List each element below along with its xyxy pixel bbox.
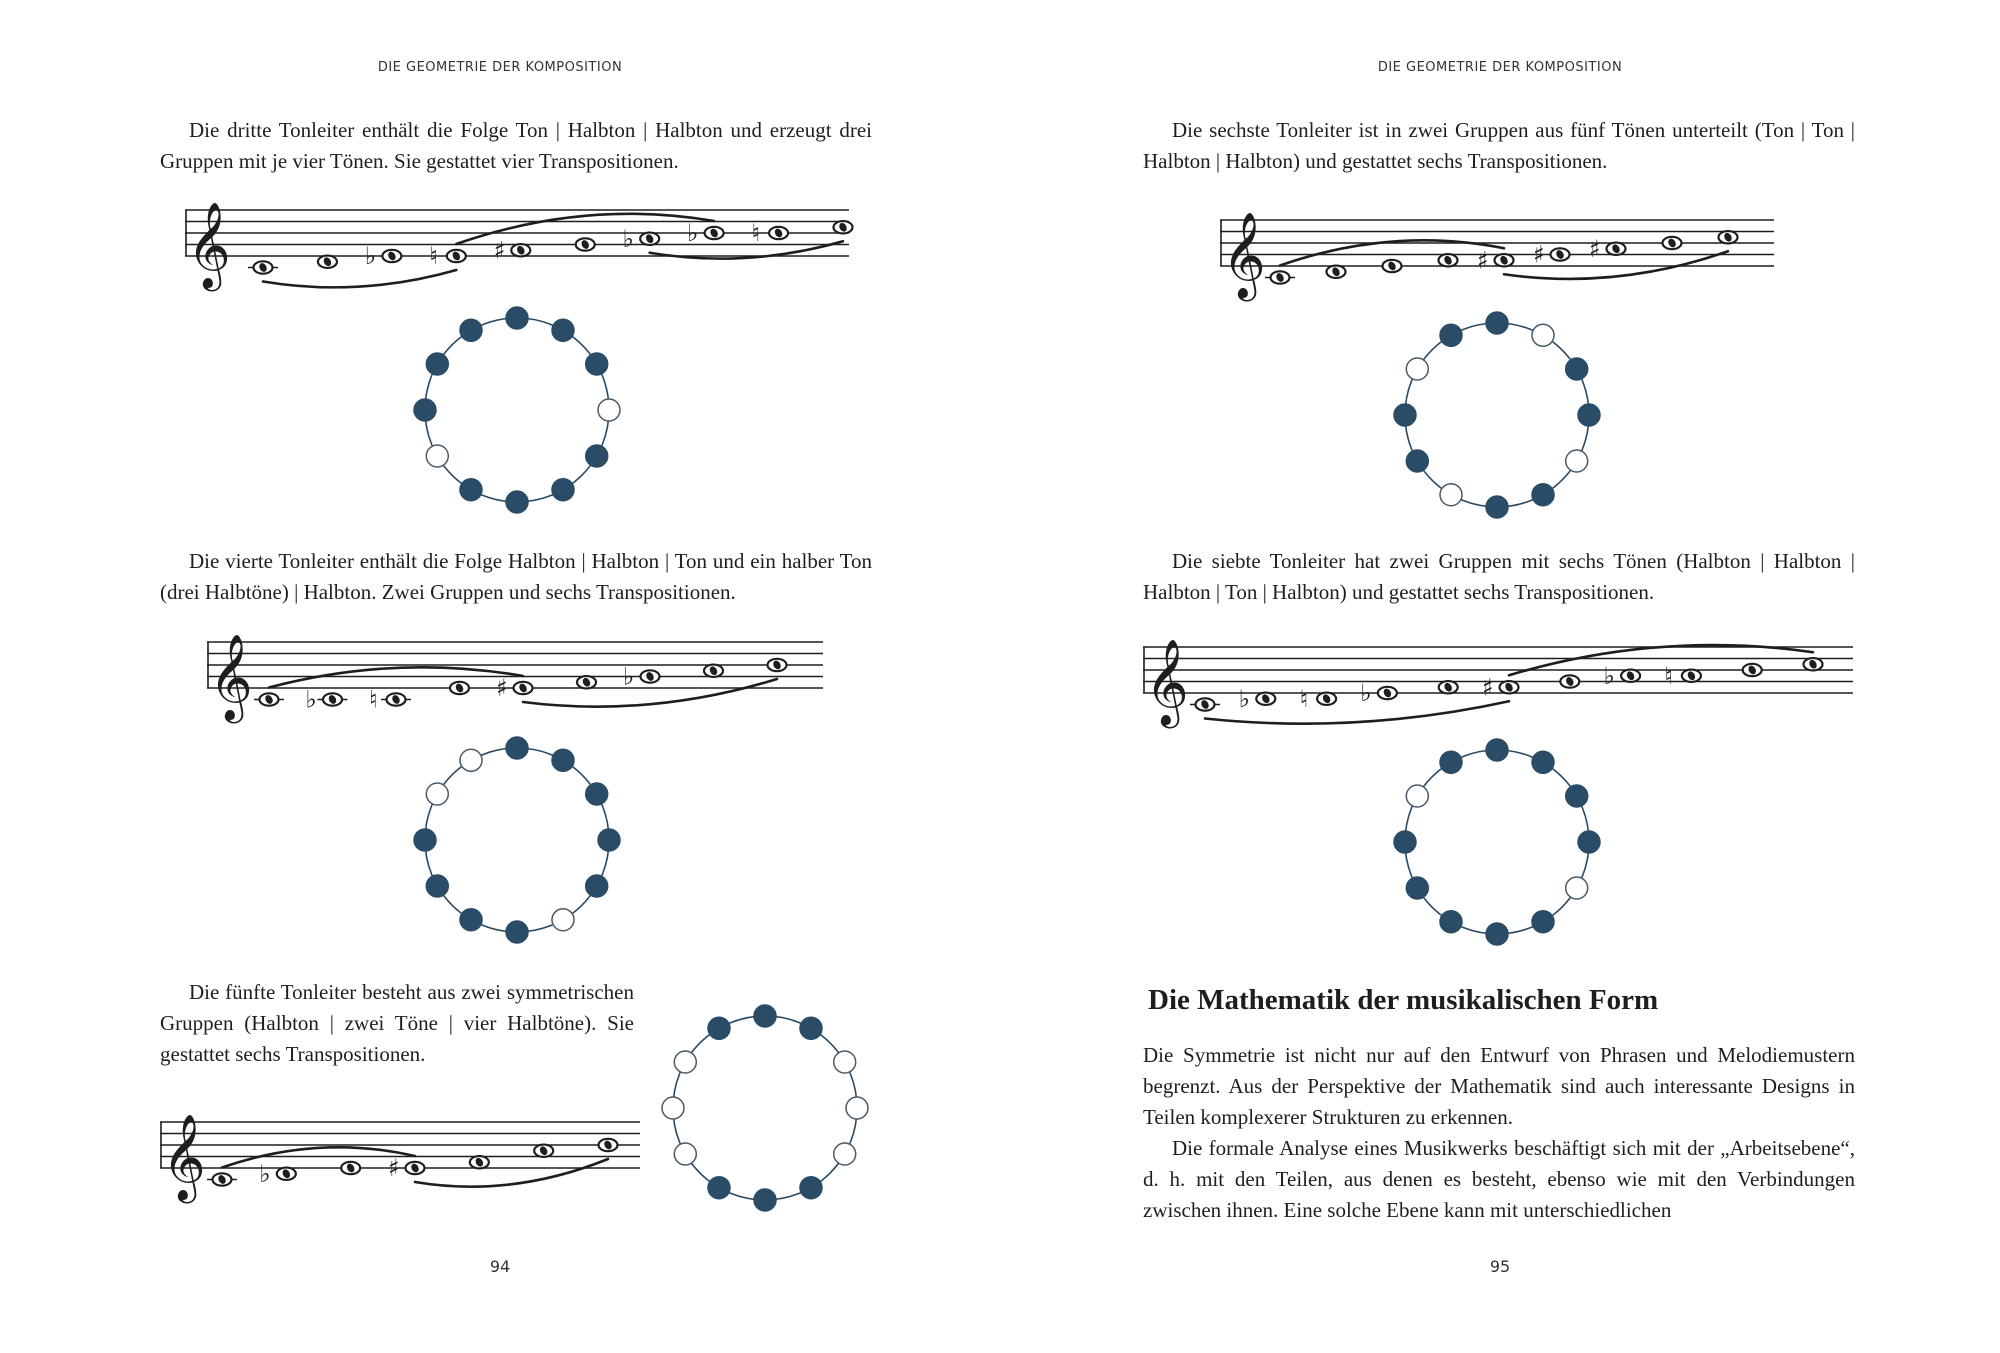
pitch-circle-scale6 xyxy=(1392,310,1602,520)
pitch-dot-filled xyxy=(800,1177,822,1199)
sharp-sign: ♯ xyxy=(1589,234,1601,263)
pitch-dot-filled xyxy=(800,1017,822,1039)
pitch-dot-filled xyxy=(754,1189,776,1211)
pitch-dot-filled xyxy=(506,921,528,943)
pitch-dot-empty xyxy=(846,1097,868,1119)
pitch-dot-filled xyxy=(586,445,608,467)
pitch-dot-filled xyxy=(426,353,448,375)
natural-sign: ♮ xyxy=(751,219,761,247)
pitch-dot-empty xyxy=(1406,358,1428,380)
pitch-dot-filled xyxy=(1486,312,1508,334)
slur xyxy=(222,1147,415,1167)
pitch-dot-empty xyxy=(426,445,448,467)
paragraph-scale5: Die fünfte Tonleiter besteht aus zwei symmetrischen Gruppen (Halbton | zwei Töne | vier Halbtöne). Sie gestattet sechs Transpositionen. xyxy=(160,980,634,1066)
pitch-dot-filled xyxy=(1486,496,1508,518)
pitch-dot-empty xyxy=(1532,324,1554,346)
running-head-right: DIE GEOMETRIE DER KOMPOSITION xyxy=(1377,60,1623,75)
pitch-dot-filled xyxy=(552,479,574,501)
pitch-circle-ring xyxy=(425,318,609,502)
pitch-dot-filled xyxy=(426,875,448,897)
pitch-dot-filled xyxy=(552,749,574,771)
pitch-dot-filled xyxy=(1406,450,1428,472)
pitch-circle-ring xyxy=(1405,323,1589,507)
pitch-dot-empty xyxy=(834,1143,856,1165)
staff-scale3 xyxy=(185,190,849,300)
pitch-dot-filled xyxy=(506,307,528,329)
paragraph-formal-analysis: Die formale Analyse eines Musikwerks beschäftigt sich mit der „Arbeitsebene“, d. h. mit den Teilen, aus denen es besteht, ebenso wie mit den Verbindungen zwischen ihnen. Eine solche Ebene kann mit unterschiedlichen xyxy=(1143,1136,1855,1222)
slur xyxy=(263,270,456,287)
pitch-dot-empty xyxy=(674,1051,696,1073)
pitch-circle-ring xyxy=(1405,750,1589,934)
treble-clef-icon: 𝄞 xyxy=(1145,639,1189,725)
pitch-dot-filled xyxy=(1394,831,1416,853)
pitch-dot-filled xyxy=(1532,911,1554,933)
pitch-dot-filled xyxy=(1578,404,1600,426)
pitch-dot-empty xyxy=(674,1143,696,1165)
pitch-dot-filled xyxy=(586,875,608,897)
sharp-sign: ♯ xyxy=(1477,246,1489,275)
treble-clef-icon: 𝄞 xyxy=(1222,212,1266,298)
natural-sign: ♮ xyxy=(369,685,378,714)
pitch-dot-filled xyxy=(1486,739,1508,761)
flat-sign: ♭ xyxy=(1360,679,1372,707)
flat-sign: ♭ xyxy=(1603,661,1615,690)
pitch-dot-filled xyxy=(414,399,436,421)
pitch-dot-filled xyxy=(552,319,574,341)
pitch-dot-empty xyxy=(1566,450,1588,472)
pitch-circle-ring xyxy=(425,748,609,932)
paragraph-scale3: Die dritte Tonleiter enthält die Folge Ton | Halbton | Halbton und erzeugt drei Gruppen mit je vier Tönen. Sie gestattet vier Transpositionen. xyxy=(160,118,872,173)
pitch-dot-filled xyxy=(1532,484,1554,506)
slur xyxy=(1205,701,1509,723)
pitch-dot-empty xyxy=(460,749,482,771)
flat-sign: ♭ xyxy=(364,242,377,270)
pitch-circle-scale7 xyxy=(1392,737,1602,947)
pitch-dot-filled xyxy=(506,737,528,759)
pitch-dot-empty xyxy=(834,1051,856,1073)
pitch-dot-filled xyxy=(1532,751,1554,773)
pitch-dot-filled xyxy=(460,909,482,931)
pitch-dot-filled xyxy=(460,319,482,341)
paragraph-symmetry: Die Symmetrie ist nicht nur auf den Entwurf von Phrasen und Melodiemustern begrenzt. Aus der Perspektive der Mathematik sind auch interessante Designs in Teilen komplexerer Strukturen zu erkennen. xyxy=(1143,1043,1855,1129)
slur xyxy=(269,667,523,687)
pitch-dot-filled xyxy=(460,479,482,501)
staff-lines xyxy=(160,1122,640,1168)
staff-scale5 xyxy=(160,1102,640,1212)
pitch-dot-empty xyxy=(598,399,620,421)
pitch-dot-empty xyxy=(1566,877,1588,899)
pitch-dot-filled xyxy=(1406,877,1428,899)
natural-sign: ♮ xyxy=(429,242,438,270)
flat-sign: ♭ xyxy=(623,662,635,691)
pitch-circle-scale5 xyxy=(660,1003,870,1213)
pitch-circle-scale4 xyxy=(412,735,622,945)
pitch-dot-filled xyxy=(708,1177,730,1199)
pitch-dot-empty xyxy=(426,783,448,805)
paragraph-scale7: Die siebte Tonleiter hat zwei Gruppen mit sechs Tönen (Halbton | Halbton | Halbton | Ton | Halbton) und gestattet sechs Transpositionen. xyxy=(1143,549,1855,604)
pitch-dot-empty xyxy=(1440,484,1462,506)
flat-sign: ♭ xyxy=(305,685,317,714)
sharp-sign: ♯ xyxy=(388,1154,400,1182)
pitch-circle-ring xyxy=(673,1016,857,1200)
pitch-dot-filled xyxy=(506,491,528,513)
pitch-dot-filled xyxy=(1394,404,1416,426)
pitch-dot-filled xyxy=(598,829,620,851)
page-number-right: 95 xyxy=(1489,1257,1511,1276)
staff-scale4 xyxy=(207,622,823,732)
pitch-dot-empty xyxy=(1406,785,1428,807)
sharp-sign: ♯ xyxy=(1533,240,1545,269)
pitch-dot-filled xyxy=(414,829,436,851)
pitch-dot-filled xyxy=(1566,358,1588,380)
flat-sign: ♭ xyxy=(259,1159,271,1188)
running-head-left: DIE GEOMETRIE DER KOMPOSITION xyxy=(377,60,623,75)
pitch-dot-filled xyxy=(1440,751,1462,773)
sharp-sign: ♯ xyxy=(496,674,508,702)
staff-scale7 xyxy=(1143,627,1853,737)
natural-sign: ♮ xyxy=(1664,661,1673,690)
slur xyxy=(415,1159,608,1187)
pitch-dot-filled xyxy=(754,1005,776,1027)
section-heading: Die Mathematik der musikalischen Form xyxy=(1148,984,1659,1016)
flat-sign: ♭ xyxy=(687,219,699,247)
pitch-dot-filled xyxy=(586,353,608,375)
pitch-dot-filled xyxy=(708,1017,730,1039)
pitch-dot-filled xyxy=(1440,911,1462,933)
pitch-dot-filled xyxy=(1566,785,1588,807)
pitch-dot-filled xyxy=(1486,923,1508,945)
sharp-sign: ♯ xyxy=(493,236,506,265)
flat-sign: ♭ xyxy=(622,224,634,253)
treble-clef-icon: 𝄞 xyxy=(209,634,253,720)
paragraph-scale4: Die vierte Tonleiter enthält die Folge Halbton | Halbton | Ton und ein halber Ton (drei Halbtöne) | Halbton. Zwei Gruppen und sechs Transpositionen. xyxy=(160,549,872,604)
flat-sign: ♭ xyxy=(1238,684,1251,713)
pitch-circle-scale3 xyxy=(412,305,622,515)
paragraph-scale6: Die sechste Tonleiter ist in zwei Gruppen aus fünf Tönen unterteilt (Ton | Ton | Halbton | Halbton) und gestattet sechs Transpositionen. xyxy=(1143,118,1855,173)
sharp-sign: ♯ xyxy=(1482,673,1494,702)
treble-clef-icon: 𝄞 xyxy=(187,202,231,288)
pitch-dot-filled xyxy=(586,783,608,805)
pitch-dot-empty xyxy=(552,909,574,931)
treble-clef-icon: 𝄞 xyxy=(162,1114,206,1200)
staff-scale6 xyxy=(1220,200,1774,310)
natural-sign: ♮ xyxy=(1299,684,1309,713)
pitch-dot-empty xyxy=(662,1097,684,1119)
page-number-left: 94 xyxy=(489,1257,511,1276)
pitch-dot-filled xyxy=(1578,831,1600,853)
pitch-dot-filled xyxy=(1440,324,1462,346)
